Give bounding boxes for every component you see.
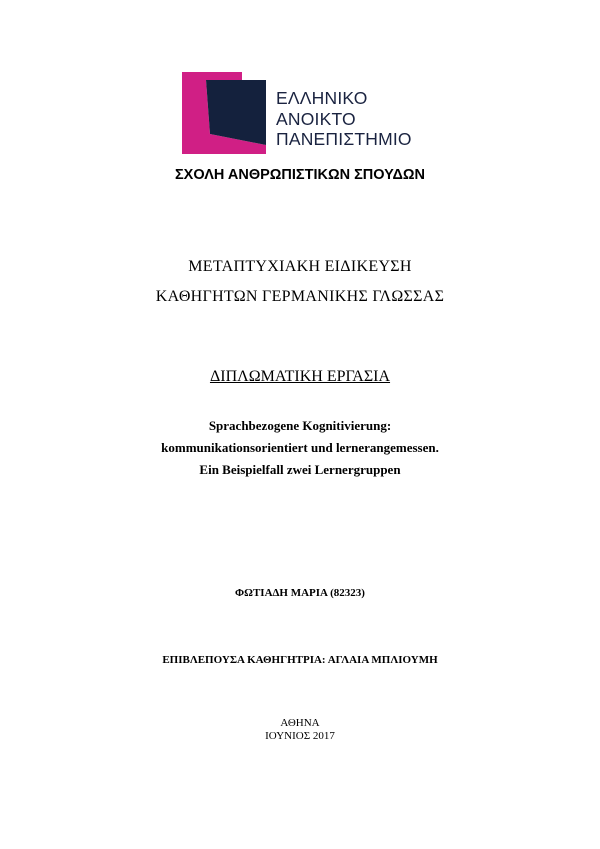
- author: ΦΩΤΙΑΔΗ ΜΑΡΙΑ (82323): [235, 587, 365, 599]
- thesis-label: ΔΙΠΛΩΜΑΤΙΚΗ ΕΡΓΑΣΙΑ: [209, 368, 391, 385]
- university-name: [276, 88, 412, 150]
- program-line-1: ΜΕΤΑΠΤΥΧΙΑΚΗ ΕΙΔΙΚΕΥΣΗ: [188, 258, 412, 275]
- university-name-line-1: ΕΛΛΗΝΙΚΟ: [276, 88, 368, 108]
- thesis-title-line-2: kommunikationsorientiert und lernerangemessen.: [161, 440, 439, 455]
- university-name-line-2: ΑΝΟΙΚΤΟ: [276, 108, 356, 129]
- place: ΑΘΗΝΑ: [280, 717, 320, 729]
- supervisor: ΕΠΙΒΛΕΠΟΥΣΑ ΚΑΘΗΓΗΤΡΙΑ: ΑΓΛΑΙΑ ΜΠΛΙΟΥΜΗ: [162, 654, 438, 666]
- thesis-title-line-3: Ein Beispielfall zwei Lernergruppen: [199, 462, 401, 477]
- program-line-2: ΚΑΘΗΓΗΤΩΝ ΓΕΡΜΑΝΙΚΗΣ ΓΛΩΣΣΑΣ: [155, 288, 445, 305]
- place-date: [0, 717, 600, 743]
- date: ΙΟΥΝΙΟΣ 2017: [265, 730, 335, 742]
- university-name-line-3: ΠΑΝΕΠΙΣΤΗΜΙΟ: [276, 129, 412, 149]
- school-name: ΣΧΟΛΗ ΑΝΘΡΩΠΙΣΤΙΚΩΝ ΣΠΟΥΔΩΝ: [174, 167, 426, 183]
- thesis-title-line-1: Sprachbezogene Kognitivierung:: [208, 418, 392, 433]
- thesis-title: [0, 415, 600, 481]
